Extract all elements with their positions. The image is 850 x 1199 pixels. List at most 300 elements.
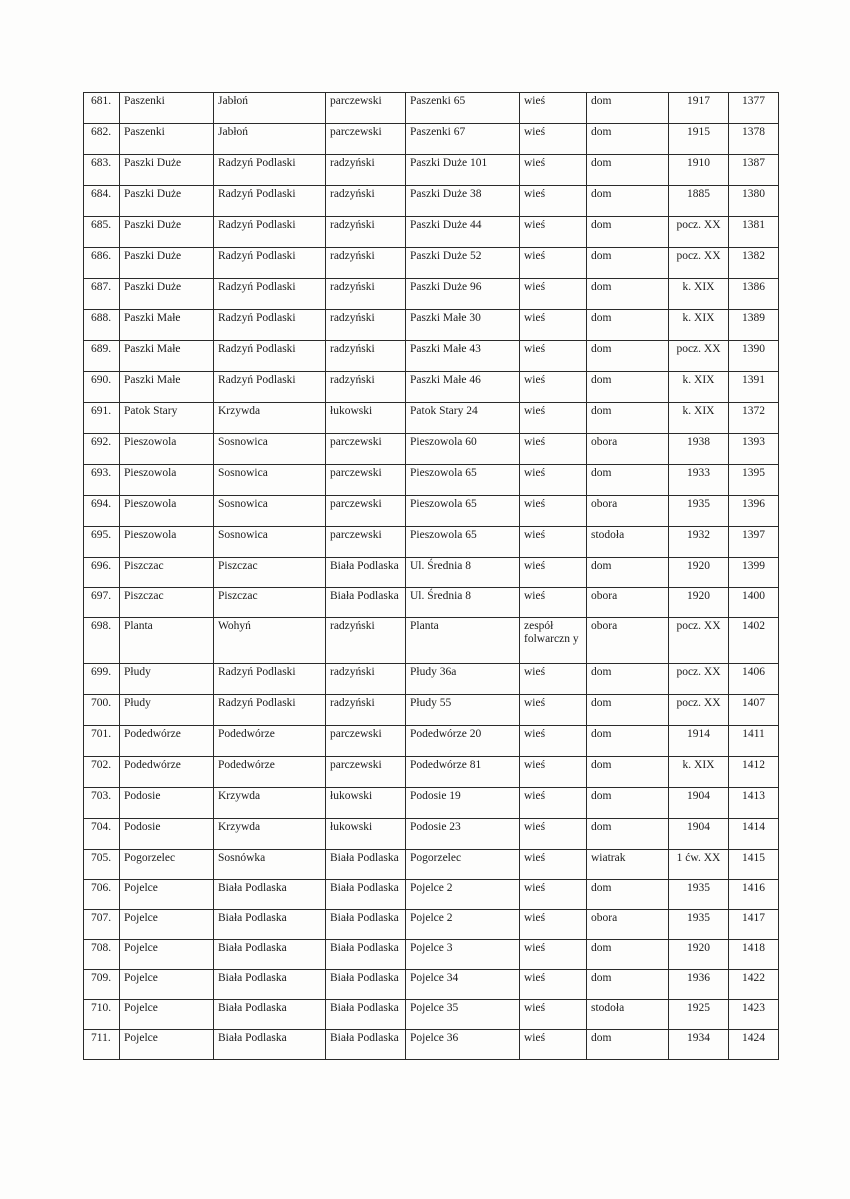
cell-address: Płudy 55 (406, 695, 520, 726)
cell-dating: pocz. XX (669, 664, 729, 695)
cell-number: 698. (84, 618, 120, 664)
cell-settlement-type: wieś (520, 434, 587, 465)
cell-county: łukowski (326, 819, 406, 850)
cell-object-type: dom (587, 248, 669, 279)
cell-object-type: dom (587, 403, 669, 434)
table-row (84, 372, 779, 403)
cell-locality: Piszczac (120, 588, 214, 618)
cell-number: 692. (84, 434, 120, 465)
cell-locality: Paszki Duże (120, 155, 214, 186)
cell-address: Podedwórze 20 (406, 726, 520, 757)
cell-dating: 1932 (669, 527, 729, 558)
cell-locality: Paszki Duże (120, 186, 214, 217)
cell-settlement-type: wieś (520, 496, 587, 527)
cell-number: 699. (84, 664, 120, 695)
cell-object-type: dom (587, 93, 669, 124)
cell-county: parczewski (326, 527, 406, 558)
cell-settlement-type: wieś (520, 527, 587, 558)
cell-object-type: dom (587, 155, 669, 186)
cell-register-number: 1396 (729, 496, 779, 527)
cell-dating: k. XIX (669, 310, 729, 341)
cell-commune: Radzyń Podlaski (214, 186, 326, 217)
cell-settlement-type: wieś (520, 850, 587, 880)
cell-locality: Paszki Małe (120, 372, 214, 403)
cell-settlement-type: wieś (520, 588, 587, 618)
cell-commune: Biała Podlaska (214, 970, 326, 1000)
table-row (84, 496, 779, 527)
table-row (84, 1030, 779, 1060)
cell-number: 707. (84, 910, 120, 940)
cell-settlement-type: wieś (520, 155, 587, 186)
cell-locality: Paszenki (120, 93, 214, 124)
cell-object-type: obora (587, 910, 669, 940)
cell-dating: pocz. XX (669, 341, 729, 372)
cell-dating: 1935 (669, 880, 729, 910)
cell-dating: k. XIX (669, 403, 729, 434)
cell-object-type: wiatrak (587, 850, 669, 880)
cell-locality: Paszki Duże (120, 248, 214, 279)
cell-register-number: 1386 (729, 279, 779, 310)
cell-county: parczewski (326, 496, 406, 527)
cell-commune: Sosnówka (214, 850, 326, 880)
cell-number: 706. (84, 880, 120, 910)
table-row (84, 279, 779, 310)
cell-settlement-type: wieś (520, 279, 587, 310)
cell-dating: pocz. XX (669, 695, 729, 726)
cell-commune: Piszczac (214, 558, 326, 588)
cell-address: Pojelce 34 (406, 970, 520, 1000)
cell-locality: Paszenki (120, 124, 214, 155)
cell-number: 708. (84, 940, 120, 970)
cell-dating: k. XIX (669, 279, 729, 310)
cell-settlement-type: zespół folwarczn y (520, 618, 587, 664)
cell-commune: Biała Podlaska (214, 880, 326, 910)
cell-locality: Podosie (120, 788, 214, 819)
cell-locality: Pojelce (120, 1000, 214, 1030)
table-row (84, 940, 779, 970)
table-row (84, 757, 779, 788)
cell-locality: Pojelce (120, 910, 214, 940)
cell-settlement-type: wieś (520, 880, 587, 910)
cell-address: Płudy 36a (406, 664, 520, 695)
cell-register-number: 1424 (729, 1030, 779, 1060)
cell-locality: Podedwórze (120, 757, 214, 788)
cell-settlement-type: wieś (520, 910, 587, 940)
table-row (84, 850, 779, 880)
cell-county: Biała Podlaska (326, 880, 406, 910)
table-row (84, 695, 779, 726)
cell-object-type: dom (587, 186, 669, 217)
cell-locality: Pieszowola (120, 527, 214, 558)
cell-object-type: dom (587, 757, 669, 788)
cell-object-type: dom (587, 1030, 669, 1060)
cell-county: radzyński (326, 310, 406, 341)
cell-locality: Pieszowola (120, 496, 214, 527)
cell-dating: 1920 (669, 558, 729, 588)
cell-county: radzyński (326, 248, 406, 279)
cell-commune: Radzyń Podlaski (214, 310, 326, 341)
cell-object-type: dom (587, 310, 669, 341)
cell-locality: Płudy (120, 664, 214, 695)
table-row (84, 217, 779, 248)
cell-dating: 1935 (669, 496, 729, 527)
cell-address: Paszki Duże 52 (406, 248, 520, 279)
cell-address: Paszki Duże 96 (406, 279, 520, 310)
cell-object-type: obora (587, 434, 669, 465)
cell-commune: Radzyń Podlaski (214, 341, 326, 372)
cell-number: 703. (84, 788, 120, 819)
cell-locality: Płudy (120, 695, 214, 726)
cell-number: 694. (84, 496, 120, 527)
cell-county: Biała Podlaska (326, 940, 406, 970)
cell-locality: Paszki Duże (120, 279, 214, 310)
table-row (84, 93, 779, 124)
cell-address: Pieszowola 65 (406, 527, 520, 558)
cell-number: 686. (84, 248, 120, 279)
cell-county: Biała Podlaska (326, 1000, 406, 1030)
cell-locality: Pojelce (120, 1030, 214, 1060)
cell-dating: 1920 (669, 588, 729, 618)
cell-county: Biała Podlaska (326, 850, 406, 880)
cell-county: radzyński (326, 618, 406, 664)
cell-object-type: obora (587, 496, 669, 527)
cell-address: Planta (406, 618, 520, 664)
cell-commune: Biała Podlaska (214, 940, 326, 970)
cell-locality: Podosie (120, 819, 214, 850)
cell-dating: 1915 (669, 124, 729, 155)
cell-dating: 1933 (669, 465, 729, 496)
cell-dating: 1938 (669, 434, 729, 465)
cell-settlement-type: wieś (520, 93, 587, 124)
cell-county: radzyński (326, 217, 406, 248)
cell-register-number: 1402 (729, 618, 779, 664)
cell-settlement-type: wieś (520, 695, 587, 726)
cell-address: Paszki Małe 30 (406, 310, 520, 341)
cell-county: parczewski (326, 124, 406, 155)
cell-commune: Krzywda (214, 403, 326, 434)
cell-register-number: 1406 (729, 664, 779, 695)
cell-register-number: 1415 (729, 850, 779, 880)
cell-county: Biała Podlaska (326, 558, 406, 588)
table-row (84, 155, 779, 186)
cell-register-number: 1422 (729, 970, 779, 1000)
cell-register-number: 1378 (729, 124, 779, 155)
cell-register-number: 1411 (729, 726, 779, 757)
cell-object-type: dom (587, 940, 669, 970)
cell-register-number: 1413 (729, 788, 779, 819)
table-row (84, 664, 779, 695)
cell-dating: 1917 (669, 93, 729, 124)
table-row (84, 248, 779, 279)
cell-settlement-type: wieś (520, 465, 587, 496)
table-row (84, 880, 779, 910)
cell-object-type: dom (587, 279, 669, 310)
cell-commune: Biała Podlaska (214, 1030, 326, 1060)
cell-object-type: dom (587, 726, 669, 757)
cell-number: 687. (84, 279, 120, 310)
cell-locality: Pojelce (120, 940, 214, 970)
cell-settlement-type: wieś (520, 403, 587, 434)
cell-settlement-type: wieś (520, 788, 587, 819)
cell-locality: Pieszowola (120, 465, 214, 496)
cell-dating: 1934 (669, 1030, 729, 1060)
cell-address: Podosie 23 (406, 819, 520, 850)
cell-number: 689. (84, 341, 120, 372)
cell-address: Podosie 19 (406, 788, 520, 819)
cell-commune: Krzywda (214, 788, 326, 819)
cell-number: 696. (84, 558, 120, 588)
cell-settlement-type: wieś (520, 310, 587, 341)
table-row (84, 726, 779, 757)
cell-register-number: 1393 (729, 434, 779, 465)
cell-settlement-type: wieś (520, 341, 587, 372)
cell-commune: Piszczac (214, 588, 326, 618)
cell-settlement-type: wieś (520, 726, 587, 757)
cell-register-number: 1380 (729, 186, 779, 217)
table-row (84, 186, 779, 217)
cell-settlement-type: wieś (520, 1000, 587, 1030)
cell-address: Paszki Duże 101 (406, 155, 520, 186)
cell-settlement-type: wieś (520, 558, 587, 588)
cell-dating: 1904 (669, 819, 729, 850)
cell-dating: 1 ćw. XX (669, 850, 729, 880)
table-row (84, 341, 779, 372)
cell-commune: Biała Podlaska (214, 1000, 326, 1030)
cell-county: Biała Podlaska (326, 910, 406, 940)
cell-dating: pocz. XX (669, 248, 729, 279)
cell-commune: Radzyń Podlaski (214, 217, 326, 248)
table-body (84, 93, 779, 1060)
cell-address: Pojelce 2 (406, 910, 520, 940)
cell-locality: Pojelce (120, 880, 214, 910)
cell-commune: Biała Podlaska (214, 910, 326, 940)
table-row (84, 434, 779, 465)
cell-register-number: 1381 (729, 217, 779, 248)
monument-register-table (83, 92, 779, 1060)
cell-register-number: 1395 (729, 465, 779, 496)
cell-settlement-type: wieś (520, 757, 587, 788)
cell-commune: Wohyń (214, 618, 326, 664)
cell-object-type: obora (587, 588, 669, 618)
cell-county: radzyński (326, 695, 406, 726)
table-row (84, 558, 779, 588)
cell-register-number: 1414 (729, 819, 779, 850)
cell-number: 697. (84, 588, 120, 618)
cell-number: 702. (84, 757, 120, 788)
table-row (84, 588, 779, 618)
cell-dating: 1920 (669, 940, 729, 970)
cell-object-type: stodoła (587, 527, 669, 558)
cell-dating: 1936 (669, 970, 729, 1000)
cell-commune: Radzyń Podlaski (214, 372, 326, 403)
cell-county: parczewski (326, 93, 406, 124)
cell-number: 684. (84, 186, 120, 217)
cell-number: 682. (84, 124, 120, 155)
cell-dating: 1910 (669, 155, 729, 186)
cell-settlement-type: wieś (520, 819, 587, 850)
cell-address: Paszenki 65 (406, 93, 520, 124)
cell-county: łukowski (326, 403, 406, 434)
cell-commune: Jabłoń (214, 93, 326, 124)
cell-locality: Pojelce (120, 970, 214, 1000)
cell-settlement-type: wieś (520, 124, 587, 155)
cell-county: radzyński (326, 279, 406, 310)
cell-register-number: 1382 (729, 248, 779, 279)
table-row (84, 124, 779, 155)
cell-locality: Paszki Małe (120, 310, 214, 341)
cell-register-number: 1417 (729, 910, 779, 940)
cell-register-number: 1387 (729, 155, 779, 186)
cell-number: 690. (84, 372, 120, 403)
table-row (84, 819, 779, 850)
cell-county: parczewski (326, 757, 406, 788)
cell-address: Pojelce 36 (406, 1030, 520, 1060)
cell-object-type: dom (587, 124, 669, 155)
cell-register-number: 1390 (729, 341, 779, 372)
cell-register-number: 1423 (729, 1000, 779, 1030)
cell-object-type: dom (587, 217, 669, 248)
cell-locality: Paszki Duże (120, 217, 214, 248)
cell-county: Biała Podlaska (326, 588, 406, 618)
cell-settlement-type: wieś (520, 940, 587, 970)
table-row (84, 1000, 779, 1030)
cell-locality: Piszczac (120, 558, 214, 588)
cell-object-type: stodoła (587, 1000, 669, 1030)
cell-address: Paszenki 67 (406, 124, 520, 155)
cell-county: radzyński (326, 155, 406, 186)
cell-number: 705. (84, 850, 120, 880)
cell-register-number: 1399 (729, 558, 779, 588)
cell-object-type: dom (587, 341, 669, 372)
cell-county: łukowski (326, 788, 406, 819)
cell-number: 700. (84, 695, 120, 726)
cell-register-number: 1397 (729, 527, 779, 558)
cell-county: parczewski (326, 726, 406, 757)
cell-address: Ul. Średnia 8 (406, 588, 520, 618)
table-row (84, 788, 779, 819)
cell-address: Paszki Duże 38 (406, 186, 520, 217)
cell-object-type: dom (587, 465, 669, 496)
cell-locality: Patok Stary (120, 403, 214, 434)
cell-number: 704. (84, 819, 120, 850)
cell-address: Ul. Średnia 8 (406, 558, 520, 588)
cell-address: Patok Stary 24 (406, 403, 520, 434)
cell-settlement-type: wieś (520, 664, 587, 695)
cell-register-number: 1407 (729, 695, 779, 726)
cell-dating: 1925 (669, 1000, 729, 1030)
cell-address: Pieszowola 65 (406, 465, 520, 496)
cell-address: Pieszowola 60 (406, 434, 520, 465)
table-row (84, 465, 779, 496)
cell-object-type: dom (587, 970, 669, 1000)
cell-county: radzyński (326, 341, 406, 372)
cell-register-number: 1391 (729, 372, 779, 403)
cell-number: 683. (84, 155, 120, 186)
cell-address: Pogorzelec (406, 850, 520, 880)
cell-address: Podedwórze 81 (406, 757, 520, 788)
cell-dating: k. XIX (669, 757, 729, 788)
cell-dating: 1904 (669, 788, 729, 819)
cell-commune: Podedwórze (214, 757, 326, 788)
cell-address: Pieszowola 65 (406, 496, 520, 527)
cell-number: 710. (84, 1000, 120, 1030)
cell-object-type: dom (587, 372, 669, 403)
cell-commune: Radzyń Podlaski (214, 155, 326, 186)
cell-dating: pocz. XX (669, 618, 729, 664)
cell-address: Paszki Małe 43 (406, 341, 520, 372)
cell-number: 688. (84, 310, 120, 341)
cell-commune: Sosnowica (214, 434, 326, 465)
cell-settlement-type: wieś (520, 217, 587, 248)
cell-object-type: dom (587, 695, 669, 726)
cell-object-type: obora (587, 618, 669, 664)
cell-locality: Pogorzelec (120, 850, 214, 880)
table-row (84, 527, 779, 558)
cell-object-type: dom (587, 788, 669, 819)
cell-number: 681. (84, 93, 120, 124)
cell-commune: Jabłoń (214, 124, 326, 155)
cell-address: Paszki Małe 46 (406, 372, 520, 403)
cell-register-number: 1412 (729, 757, 779, 788)
cell-dating: 1885 (669, 186, 729, 217)
cell-number: 685. (84, 217, 120, 248)
cell-locality: Pieszowola (120, 434, 214, 465)
table-row (84, 970, 779, 1000)
cell-dating: k. XIX (669, 372, 729, 403)
cell-settlement-type: wieś (520, 186, 587, 217)
cell-commune: Podedwórze (214, 726, 326, 757)
table-row (84, 618, 779, 664)
cell-county: Biała Podlaska (326, 1030, 406, 1060)
cell-register-number: 1377 (729, 93, 779, 124)
cell-commune: Sosnowica (214, 527, 326, 558)
cell-commune: Sosnowica (214, 465, 326, 496)
table-row (84, 910, 779, 940)
cell-number: 691. (84, 403, 120, 434)
cell-number: 695. (84, 527, 120, 558)
cell-register-number: 1416 (729, 880, 779, 910)
cell-object-type: dom (587, 819, 669, 850)
cell-object-type: dom (587, 558, 669, 588)
cell-register-number: 1372 (729, 403, 779, 434)
cell-locality: Paszki Małe (120, 341, 214, 372)
cell-locality: Planta (120, 618, 214, 664)
cell-settlement-type: wieś (520, 970, 587, 1000)
cell-county: radzyński (326, 664, 406, 695)
cell-number: 711. (84, 1030, 120, 1060)
table-row (84, 403, 779, 434)
cell-commune: Radzyń Podlaski (214, 695, 326, 726)
cell-settlement-type: wieś (520, 1030, 587, 1060)
cell-register-number: 1389 (729, 310, 779, 341)
cell-county: parczewski (326, 434, 406, 465)
cell-number: 709. (84, 970, 120, 1000)
cell-locality: Podedwórze (120, 726, 214, 757)
cell-settlement-type: wieś (520, 372, 587, 403)
cell-register-number: 1418 (729, 940, 779, 970)
cell-object-type: dom (587, 664, 669, 695)
cell-dating: 1914 (669, 726, 729, 757)
cell-address: Paszki Duże 44 (406, 217, 520, 248)
cell-number: 701. (84, 726, 120, 757)
cell-county: parczewski (326, 465, 406, 496)
cell-dating: pocz. XX (669, 217, 729, 248)
cell-settlement-type: wieś (520, 248, 587, 279)
cell-number: 693. (84, 465, 120, 496)
cell-county: radzyński (326, 372, 406, 403)
cell-commune: Radzyń Podlaski (214, 248, 326, 279)
cell-address: Pojelce 35 (406, 1000, 520, 1030)
